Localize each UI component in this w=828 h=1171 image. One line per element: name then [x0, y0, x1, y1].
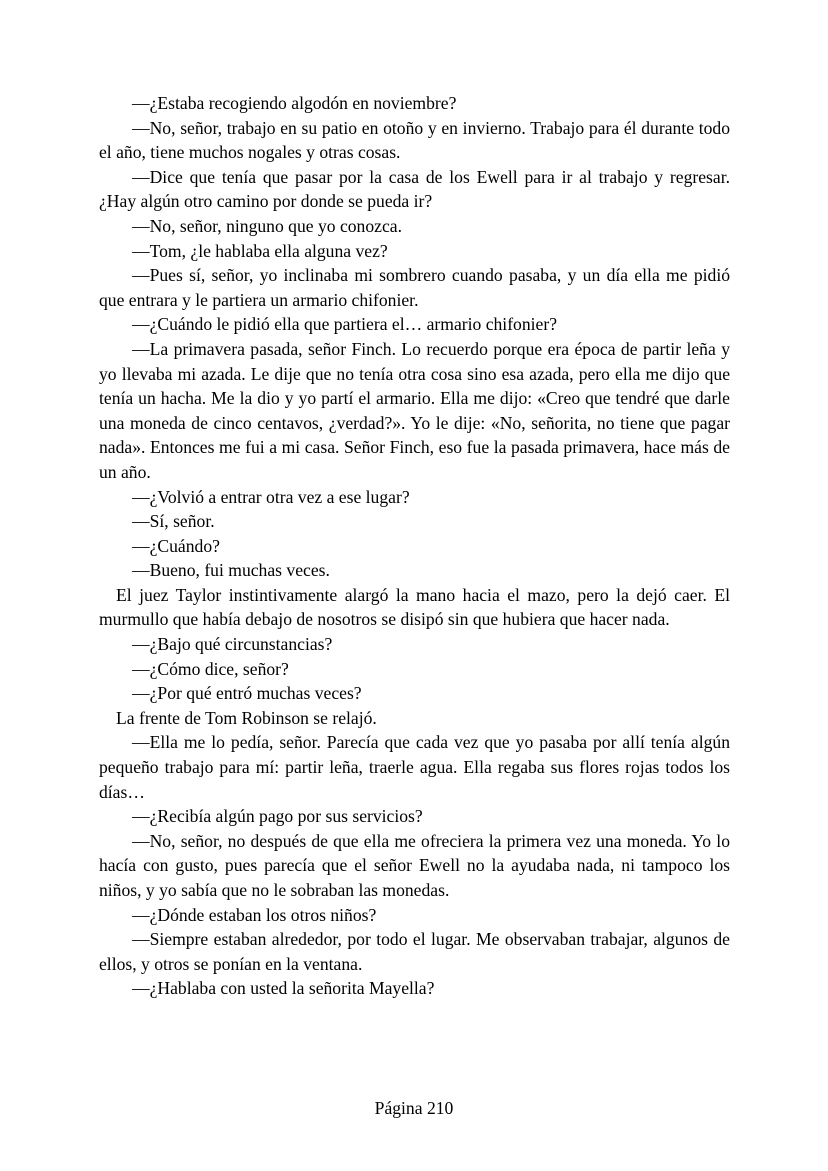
paragraph: —¿Por qué entró muchas veces?: [132, 683, 362, 704]
paragraph: —¿Cuándo le pidió ella que partiera el… armario chifonier?: [132, 314, 558, 335]
page-number: Página 210: [374, 1098, 454, 1118]
paragraph: —¿Cuándo?: [132, 535, 220, 556]
paragraph: —Siempre estaban alrededor, por todo el lugar. Me observaban trabajar, algunos de ellos, y otros se ponían en la ventana.: [99, 929, 730, 974]
paragraph: —¿Estaba recogiendo algodón en noviembre?: [132, 93, 457, 113]
paragraph: —¿Recibía algún pago por sus servicios?: [132, 806, 423, 827]
paragraph: —Sí, señor.: [132, 511, 215, 532]
paragraph: —¿Volvió a entrar otra vez a ese lugar?: [132, 486, 410, 507]
paragraph: —Ella me lo pedía, señor. Parecía que cada vez que yo pasaba por allí tenía algún pequeño trabajo para mí: partir leña, traerle agua. Ella regaba sus flores rojas todos los días…: [99, 732, 730, 802]
paragraph: —Tom, ¿le hablaba ella alguna vez?: [132, 240, 388, 261]
paragraph: —Pues sí, señor, yo inclinaba mi sombrero cuando pasaba, y un día ella me pidió que entrara y le partiera un armario chifonier.: [99, 265, 730, 310]
paragraph: —¿Bajo qué circunstancias?: [132, 634, 333, 655]
paragraph: —La primavera pasada, señor Finch. Lo recuerdo porque era época de partir leña y yo llevaba mi azada. Le dije que no tenía otra cosa sino esa azada, pero ella me dijo que tenía un hacha. Me la dio y yo partí el armario. Ella me dijo: «Creo que tendré que darle una moneda de cinco centavos, ¿verdad?». Yo le dije: «No, señorita, no tiene que pagar nada». Entonces me fui a mi casa. Señor Finch, eso fue la pasada primavera, hace más de un año.: [99, 338, 730, 482]
paragraph: —Dice que tenía que pasar por la casa de los Ewell para ir al trabajo y regresar. ¿Hay algún otro camino por donde se pueda ir?: [99, 166, 730, 212]
paragraph: —No, señor, trabajo en su patio en otoño y en invierno. Trabajo para él durante todo el año, tiene muchos nogales y otras cosas.: [99, 117, 730, 163]
paragraph: —¿Dónde estaban los otros niños?: [132, 904, 377, 925]
paragraph: El juez Taylor instintivamente alargó la mano hacia el mazo, pero la dejó caer. El murmullo que había debajo de nosotros se disipó sin que hubiera que hacer nada.: [99, 584, 730, 630]
paragraph: —¿Hablaba con usted la señorita Mayella?: [132, 978, 435, 999]
page-text: [99, 91, 730, 1001]
paragraph: —No, señor, no después de que ella me ofreciera la primera vez una moneda. Yo lo hacía con gusto, pues parecía que el señor Ewell no la ayudaba nada, ni tampoco los niños, y yo sabía que no le sobraban las monedas.: [99, 830, 730, 900]
paragraph: —No, señor, ninguno que yo conozca.: [132, 215, 402, 236]
paragraph: —¿Cómo dice, señor?: [132, 658, 289, 679]
paragraph: —Bueno, fui muchas veces.: [132, 560, 330, 581]
paragraph: La frente de Tom Robinson se relajó.: [116, 707, 377, 728]
